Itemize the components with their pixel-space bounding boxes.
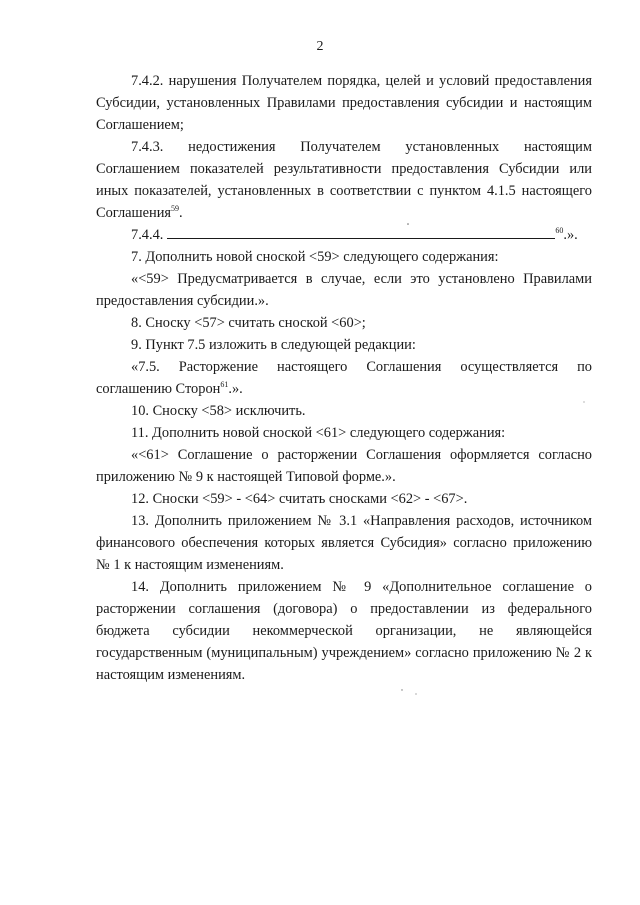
paragraph-9: 9. Пункт 7.5 изложить в следующей редакции: <box>131 337 416 353</box>
paragraph-12: 12. Сноски <59> - <64> считать сносками <62> - <67>. <box>131 491 468 507</box>
paragraph-7-4-4-tail: .». <box>563 227 578 243</box>
paragraph-7-quote: «<59> Предусматривается в случае, если это установлено Правилами предоставления субсидии.». <box>96 271 592 309</box>
footnote-ref-60: 60 <box>555 226 564 236</box>
paragraph-7-4-4 <box>96 224 592 246</box>
paragraph-7-4-3: 7.4.3. недостижения Получателем установленных настоящим Соглашением показателей результативности предоставления Субсидии или иных показателей, установленных в соответствии с пунктом 4.1.5 настоящего Соглашения$^{59}$. <box>96 139 592 221</box>
paragraph-9-quote-tail: .». <box>228 381 243 397</box>
document-body <box>96 70 592 686</box>
paragraph-14: 14. Дополнить приложением № 9 «Дополнительное соглашение о расторжении соглашения (договора) о предоставлении из федерального бюджета субсидии некоммерческой организации, не являющейся государственным (муниципальным) учреждением» согласно приложению № 2 к настоящим изменениям. <box>96 579 592 683</box>
paragraph-11-quote: «<61> Соглашение о расторжении Соглашения оформляется согласно приложению № 9 к настоящей Типовой форме.». <box>96 447 592 485</box>
paragraph-11: 11. Дополнить новой сноской <61> следующего содержания: <box>131 425 506 441</box>
paragraph-7-4-2: 7.4.2. нарушения Получателем порядка, целей и условий предоставления Субсидии, установленных Правилами предоставления субсидии и настоящим Соглашением; <box>96 73 592 133</box>
paragraph-7: 7. Дополнить новой сноской <59> следующего содержания: <box>131 249 499 265</box>
paragraph-9-quote <box>96 356 592 400</box>
footnote-ref-61: 61 <box>220 380 229 390</box>
page-number: 2 <box>316 39 324 54</box>
footnote-ref-59: 59 <box>171 204 180 214</box>
paragraph-7-4-3-text: 7.4.3. недостижения Получателем установленных настоящим Соглашением показателей результативности предоставления Субсидии или иных показателей, установленных в соответствии с пунктом 4.1.5 настоящего Соглашения <box>96 139 592 221</box>
blank-fill-line <box>167 224 555 239</box>
paragraph-9-quote-text: «7.5. Расторжение настоящего Соглашения осуществляется по соглашению Сторон <box>96 359 592 397</box>
paragraph-7-4-4-label: 7.4.4. <box>131 227 164 243</box>
paragraph-10: 10. Сноску <58> исключить. <box>131 403 306 419</box>
paragraph-8: 8. Сноску <57> считать сноской <60>; <box>131 315 366 331</box>
paragraph-13: 13. Дополнить приложением № 3.1 «Направления расходов, источником финансового обеспечения которых является Субсидия» согласно приложению № 1 к настоящим изменениям. <box>96 513 592 573</box>
